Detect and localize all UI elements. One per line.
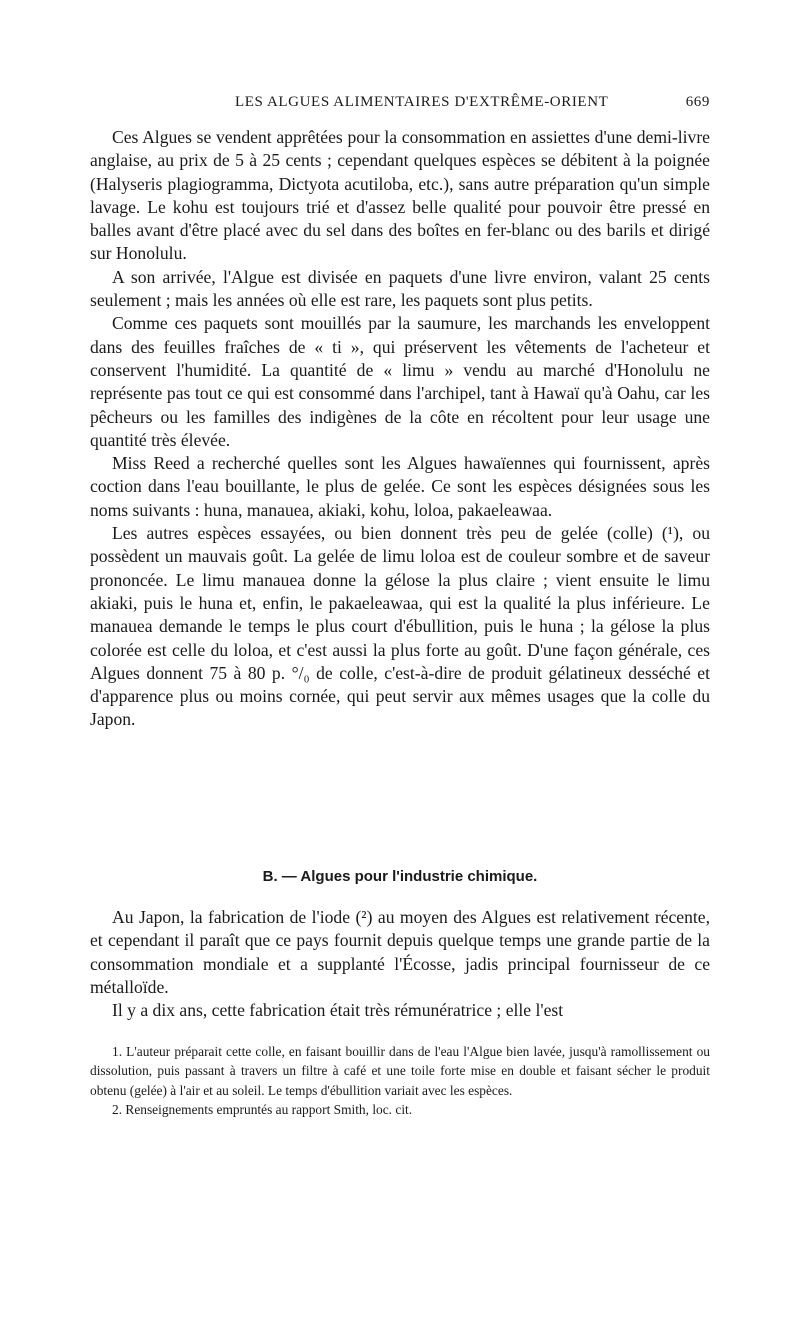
footnote: 1. L'auteur préparait cette colle, en faisant bouillir dans de l'eau l'Algue bien lavée, jusqu'à ramollissement ou dissolution, puis passant à travers un filtre à café et une toile forte mise en double et faisant sécher le produit obtenu (gelée) à l'air et au soleil. Le temps d'ébullition variait avec les espèces.	[90, 1044, 710, 1098]
section-heading: B. — Algues pour l'industrie chimique.	[262, 868, 538, 885]
paragraph: Il y a dix ans, cette fabrication était très rémunératrice ; elle l'est	[112, 1000, 564, 1021]
running-header	[90, 92, 710, 116]
running-title: LES ALGUES ALIMENTAIRES D'EXTRÊME-ORIENT	[235, 94, 609, 110]
footnotes	[90, 1042, 710, 1120]
paragraph: Les autres espèces essayées, ou bien donnent très peu de gelée (colle) (¹), ou possèdent un mauvais goût. La gelée de limu loloa est de couleur sombre et de saveur prononcée. Le limu manauea donne la gélose la plus claire ; vient ensuite le limu akiaki, puis le huna et, enfin, le pakaeleawaa, qui est la qualité la plus inférieure. Le manauea demande le temps le plus court d'ébullition, puis le huna ; la gélose la plus colorée est celle du loloa, et c'est aussi la plus forte au goût. D'une façon générale, ces Algues donnent 75 à 80 p. °/₀ de colle, c'est-à-dire de produit gélatineux desséché et d'apparence plus ou moins cornée, qui peut servir aux mêmes usages que la colle du Japon.	[90, 523, 710, 730]
body-text	[90, 126, 710, 732]
paragraph: Miss Reed a recherché quelles sont les Algues hawaïennes qui fournissent, après coction dans l'eau bouillante, le plus de gelée. Ce sont les espèces désignées sous les noms suivants : huna, manauea, akiaki, kohu, loloa, pakaeleawaa.	[90, 453, 710, 520]
page-number: 669	[685, 94, 710, 110]
paragraph: Comme ces paquets sont mouillés par la saumure, les marchands les enveloppent dans des feuilles fraîches de « ti », qui préservent les vêtements de l'acheteur et conservent l'humidité. La quantité de « limu » vendu au marché d'Honolulu ne représente pas tout ce qui est consommé dans l'archipel, tant à Hawaï qu'à Oahu, car les pêcheurs ou les familles des indigènes de la côte en récoltent pour leur usage une quantité très élevée.	[90, 313, 710, 450]
paragraph: A son arrivée, l'Algue est divisée en paquets d'une livre environ, valant 25 cents seulement ; mais les années où elle est rare, les paquets sont plus petits.	[90, 266, 710, 311]
body-text-continued	[90, 906, 710, 1022]
paragraph: Ces Algues se vendent apprêtées pour la consommation en assiettes d'une demi-livre anglaise, au prix de 5 à 25 cents ; cependant quelques espèces se débitent à la poignée (Halyseris plagiogramma, Dictyota acutiloba, etc.), sans autre préparation qu'un simple lavage. Le kohu est toujours trié et d'assez belle qualité pour pouvoir être pressé en balles avant d'être placé avec du sel dans des boîtes en fer-blanc ou des barils et dirigé sur Honolulu.	[90, 127, 710, 264]
paragraph: Au Japon, la fabrication de l'iode (²) au moyen des Algues est relativement récente, et cependant il paraît que ce pays fournit depuis quelque temps une grande partie de la consommation mondiale et a supplanté l'Écosse, jadis principal fournisseur de ce métalloïde.	[90, 907, 710, 997]
footnote: 2. Renseignements empruntés au rapport Smith, loc. cit.	[112, 1102, 413, 1118]
